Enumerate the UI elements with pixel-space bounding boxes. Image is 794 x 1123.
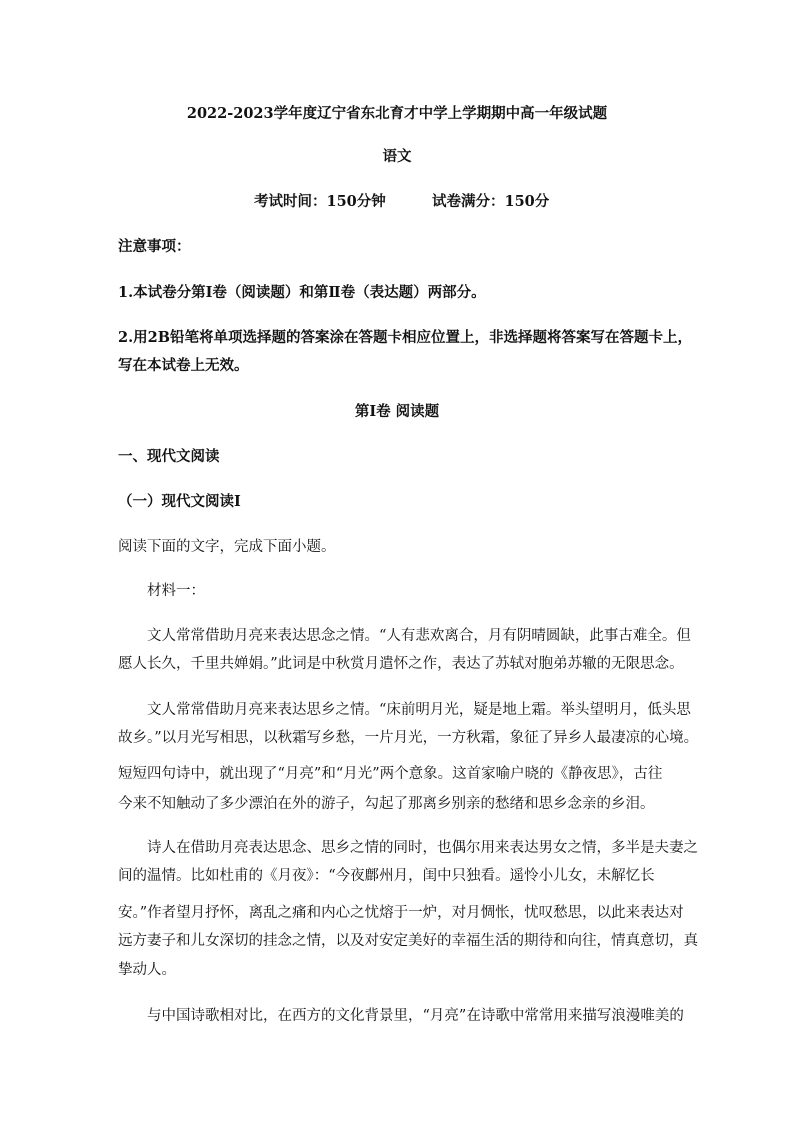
full-score: 试卷满分：150分 <box>432 193 550 210</box>
section-heading: 一、现代文阅读 <box>118 448 220 465</box>
subsection-heading: （一）现代文阅读Ⅰ <box>118 493 241 510</box>
paragraph-3-line: 挚动人。 <box>118 962 176 978</box>
exam-time: 考试时间：150分钟 <box>254 193 386 210</box>
paragraph-3-line: 安。”作者望月抒怀，离乱之痛和内心之忧熔于一炉，对月惆怅，忧叹愁思，以此来表达对 <box>118 905 684 921</box>
paragraph-2-line: 文人常常借助月亮来表达思乡之情。“床前明月光，疑是地上霜。举头望明月，低头思 <box>147 702 691 718</box>
subject-title: 语文 <box>382 148 412 165</box>
paragraph-4-line: 与中国诗歌相对比，在西方的文化背景里，“月亮”在诗歌中常常用来描写浪漫唯美的 <box>147 1008 684 1024</box>
exam-title: 2022-2023学年度辽宁省东北育才中学上学期期中高一年级试题 <box>186 105 608 122</box>
reading-instruction: 阅读下面的文字，完成下面小题。 <box>118 539 336 555</box>
notes-item-2-line-2: 写在本试卷上无效。 <box>118 357 249 374</box>
paragraph-2-line: 短短四句诗中，就出现了“月亮”和“月光”两个意象。这首家喻户晓的《静夜思》，古往 <box>118 766 663 782</box>
part-title: 第Ⅰ卷 阅读题 <box>354 403 440 420</box>
paragraph-3-line: 间的温情。比如杜甫的《月夜》：“今夜鄜州月，闺中只独看。遥怜小儿女，未解忆长 <box>118 868 655 884</box>
paragraph-1-line: 愿人长久，千里共婵娟。”此词是中秋赏月遣怀之作，表达了苏轼对胞弟苏辙的无限思念。 <box>118 656 684 672</box>
notes-heading: 注意事项： <box>118 238 191 255</box>
paragraph-3-line: 远方妻子和儿女深切的挂念之情，以及对安定美好的幸福生活的期待和向往，情真意切，真 <box>118 933 698 949</box>
notes-item-1: 1.本试卷分第Ⅰ卷（阅读题）和第Ⅱ卷（表达题）两部分。 <box>118 284 486 301</box>
paragraph-3-line: 诗人在借助月亮表达思念、思乡之情的同时，也偶尔用来表达男女之情，多半是夫妻之 <box>147 840 698 856</box>
paragraph-2-line: 今来不知触动了多少漂泊在外的游子，勾起了那离乡别亲的愁绪和思乡念亲的乡泪。 <box>118 796 655 812</box>
paragraph-1-line: 文人常常借助月亮来表达思念之情。“人有悲欢离合，月有阴晴圆缺，此事古难全。但 <box>147 628 691 644</box>
notes-item-2-line-1: 2.用2B铅笔将单项选择题的答案涂在答题卡相应位置上，非选择题将答案写在答题卡上， <box>118 329 692 346</box>
material-label: 材料一： <box>147 583 205 599</box>
paragraph-2-line: 故乡。”以月光写相思，以秋霜写乡愁，一片月光，一方秋霜，象征了异乡人最凄凉的心境。 <box>118 730 699 746</box>
